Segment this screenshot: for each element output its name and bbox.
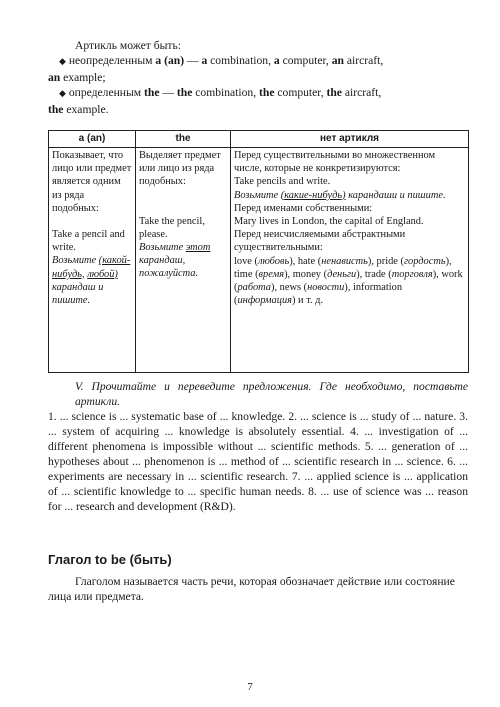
cell-a-an-desc: Показывает, что лицо или предмет является одним из ряда подобных: bbox=[52, 150, 132, 214]
cell-a-an-example: Take a pencil and write. bbox=[52, 229, 125, 254]
cell-a-an bbox=[49, 148, 136, 373]
cell-a-an-translation: Возьмите (какой-нибудь, любой) карандаш и пишите. bbox=[52, 255, 131, 307]
definition-paragraph bbox=[48, 574, 468, 604]
header-a-an: a (an) bbox=[49, 131, 136, 148]
cell-the-translation: Возьмите этот карандаш, пожалуйста. bbox=[139, 242, 211, 280]
diamond-bullet-icon: ◆ bbox=[59, 57, 66, 67]
article-usage-table bbox=[48, 130, 469, 373]
exercise-text: 1. ... science is ... systematic base of ... knowledge. 2. ... science is ... study of ... nature. 3. ... system of acquiring ... knowledge is absolutely essential. 4. ... investigation of ... different phenomena is impossible without ... scientific methods. 5. ... generation of ... hypotheses about ... phenomenon is ... method of ... scientific research in ... science. 6. ... experiments are necessary in ... scientific research. 7. ... applied science is ... application of ... scientific knowledge to ... specific human needs. 8. ... use of science was ... reason for ... research and development (R&D). bbox=[48, 410, 468, 513]
cell-the-desc: Выделяет предмет или лицо из ряда подобных: bbox=[139, 150, 221, 188]
header-the: the bbox=[136, 131, 231, 148]
bullet-indefinite-cont: an example; bbox=[48, 71, 106, 84]
exercise-v bbox=[48, 379, 468, 514]
cell-no-article: Перед существительными во множественном числе, которые не конкретизируются: Take pencils and write. Возьмите (какие-нибудь) карандаши и пишите. Перед именами собственными: Mary lives in London, the capital of England. Перед неисчисляемыми абстрактными существительными: love (любовь), hate (ненависть), pride (гордость), time (время), money (деньги), trade (торговля), work (работа), news (новости), information (информация) и т. д. bbox=[231, 148, 469, 373]
intro-lead: Артикль может быть: bbox=[75, 39, 181, 52]
bullet-definite: ◆ определенным the — the combination, the computer, the aircraft, bbox=[59, 86, 382, 99]
definition-text: Глаголом называется часть речи, которая обозначает действие или состояние лица или предмета. bbox=[48, 575, 455, 603]
page-number: 7 bbox=[247, 681, 253, 693]
section-title: Глагол to be (быть) bbox=[48, 552, 172, 567]
exercise-task: V. Прочитайте и переведите предложения. Где необходимо, поставьте артикли. bbox=[75, 380, 468, 408]
cell-the-example: Take the pencil, please. bbox=[139, 215, 205, 240]
article-intro bbox=[48, 38, 468, 117]
diamond-bullet-icon: ◆ bbox=[59, 89, 66, 99]
bullet-indefinite: ◆ неопределенным a (an) — a combination, a computer, an aircraft, bbox=[59, 54, 384, 67]
header-no-article: нет артикля bbox=[231, 131, 469, 148]
cell-the bbox=[136, 148, 231, 373]
table-header-row bbox=[49, 131, 469, 148]
bullet-definite-cont: the example. bbox=[48, 103, 109, 116]
table-row bbox=[49, 148, 469, 373]
